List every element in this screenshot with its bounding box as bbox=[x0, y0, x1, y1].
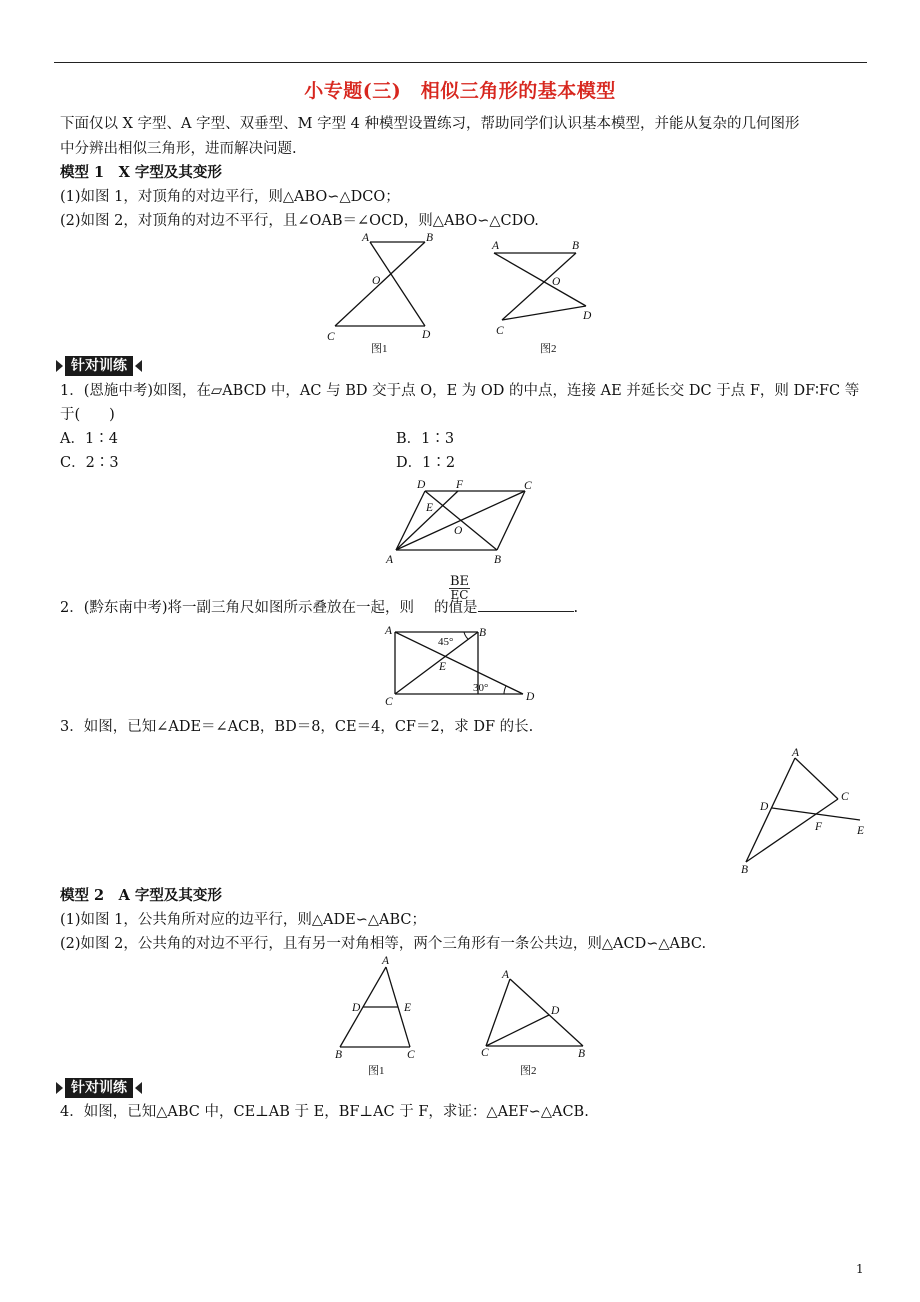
q3-text: 3．如图，已知∠ADE＝∠ACB，BD＝8，CE＝4，CF＝2，求 DF 的长. bbox=[60, 719, 534, 735]
model1-item1: (1)如图 1，对顶角的对边平行，则△ABO∽△DCO； bbox=[60, 189, 400, 205]
label-b: B bbox=[479, 627, 487, 639]
label-c: C bbox=[524, 480, 532, 492]
model2-item1: (1)如图 1，公共角所对应的边平行，则△ADE∽△ABC； bbox=[60, 912, 426, 928]
back-triangle-icon bbox=[135, 360, 142, 372]
label-e: E bbox=[426, 502, 434, 514]
practice-badge-1: 针对训练 bbox=[56, 356, 142, 376]
model2-figure1 bbox=[330, 950, 430, 1080]
label-a: A bbox=[385, 625, 393, 637]
q4-text: 4．如图，已知△ABC 中，CE⊥AB 于 E，BF⊥AC 于 F，求证：△AEF∽△ACB. bbox=[60, 1104, 589, 1120]
label-d: D bbox=[583, 310, 592, 322]
label-c: C bbox=[385, 696, 393, 708]
model1-item2: (2)如图 2，对顶角的对边不平行，且∠OAB＝∠OCD，则△ABO∽△CDO. bbox=[60, 213, 539, 229]
label-c: C bbox=[841, 791, 849, 803]
q2-line: 2．(黔东南中考)将一副三角尺如图所示叠放在一起，则 的值是 . bbox=[60, 600, 579, 616]
label-a: A bbox=[492, 240, 500, 252]
page-number: 1 bbox=[856, 1262, 864, 1276]
angle-30-label: 30° bbox=[473, 682, 489, 694]
label-c: C bbox=[327, 331, 335, 343]
label-o: O bbox=[454, 525, 463, 537]
q1-option-b: B．1∶3 bbox=[396, 431, 455, 447]
model2-figure2 bbox=[478, 964, 593, 1079]
q1-option-d: D．1∶2 bbox=[396, 455, 456, 471]
label-b: B bbox=[335, 1049, 343, 1061]
label-e: E bbox=[404, 1002, 412, 1014]
label-a: A bbox=[792, 747, 800, 759]
q2-figure bbox=[380, 620, 545, 710]
q1-figure bbox=[380, 475, 550, 570]
practice-badge-2: 针对训练 bbox=[56, 1078, 142, 1098]
label-a: A bbox=[502, 969, 510, 981]
fig1-caption: 图1 bbox=[368, 1065, 385, 1077]
fig1-caption: 图1 bbox=[371, 343, 388, 355]
label-d: D bbox=[352, 1002, 361, 1014]
label-d: D bbox=[417, 479, 426, 491]
label-f: F bbox=[815, 821, 823, 833]
page-title: 小专题(三) 相似三角形的基本模型 bbox=[304, 80, 616, 102]
label-b: B bbox=[494, 554, 502, 566]
label-b: B bbox=[578, 1048, 586, 1060]
label-c: C bbox=[481, 1047, 489, 1059]
fig2-caption: 图2 bbox=[540, 343, 557, 355]
fig2-caption: 图2 bbox=[520, 1065, 537, 1077]
label-c: C bbox=[496, 325, 504, 337]
model1-heading: 模型 1 X 字型及其变形 bbox=[60, 164, 222, 181]
label-o: O bbox=[552, 276, 561, 288]
play-icon bbox=[56, 1082, 63, 1094]
back-triangle-icon bbox=[135, 1082, 142, 1094]
label-b: B bbox=[426, 232, 434, 244]
label-f: F bbox=[456, 479, 464, 491]
label-a: A bbox=[382, 955, 390, 967]
model1-figure2 bbox=[490, 238, 610, 358]
intro-line-2: 中分辨出相似三角形，进而解决问题. bbox=[60, 141, 297, 157]
label-b: B bbox=[741, 864, 749, 876]
header-rule bbox=[54, 62, 867, 63]
q1-line-2: 于( ) bbox=[60, 407, 115, 423]
label-e: E bbox=[857, 825, 865, 837]
q1-option-a: A．1∶4 bbox=[60, 431, 118, 447]
model2-heading: 模型 2 A 字型及其变形 bbox=[60, 887, 222, 904]
intro-line-1: 下面仅以 X 字型、A 字型、双垂型、M 字型 4 种模型设置练习，帮助同学们认识基本模型，并能从复杂的几何图形 bbox=[60, 116, 800, 132]
answer-blank[interactable] bbox=[478, 599, 574, 612]
label-d: D bbox=[760, 801, 769, 813]
label-d: D bbox=[551, 1005, 560, 1017]
q1-option-c: C．2∶3 bbox=[60, 455, 119, 471]
label-d: D bbox=[422, 329, 431, 341]
model2-item2: (2)如图 2，公共角的对边不平行，且有另一对角相等，两个三角形有一条公共边，则△ACD∽△ABC. bbox=[60, 936, 707, 952]
label-d: D bbox=[526, 691, 535, 703]
label-b: B bbox=[572, 240, 580, 252]
label-a: A bbox=[362, 232, 370, 244]
label-e: E bbox=[439, 661, 447, 673]
model1-figure1 bbox=[320, 228, 440, 358]
label-o: O bbox=[372, 275, 381, 287]
q3-figure bbox=[730, 742, 875, 877]
angle-45-label: 45° bbox=[438, 636, 454, 648]
play-icon bbox=[56, 360, 63, 372]
q1-line-1: 1．(恩施中考)如图，在▱ABCD 中，AC 与 BD 交于点 O，E 为 OD 的中点，连接 AE 并延长交 DC 于点 F，则 DF∶FC 等 bbox=[60, 383, 860, 399]
label-a: A bbox=[386, 554, 394, 566]
q2-fraction: $\frac{BE}{EC}$ bbox=[450, 574, 470, 602]
label-c: C bbox=[407, 1049, 415, 1061]
